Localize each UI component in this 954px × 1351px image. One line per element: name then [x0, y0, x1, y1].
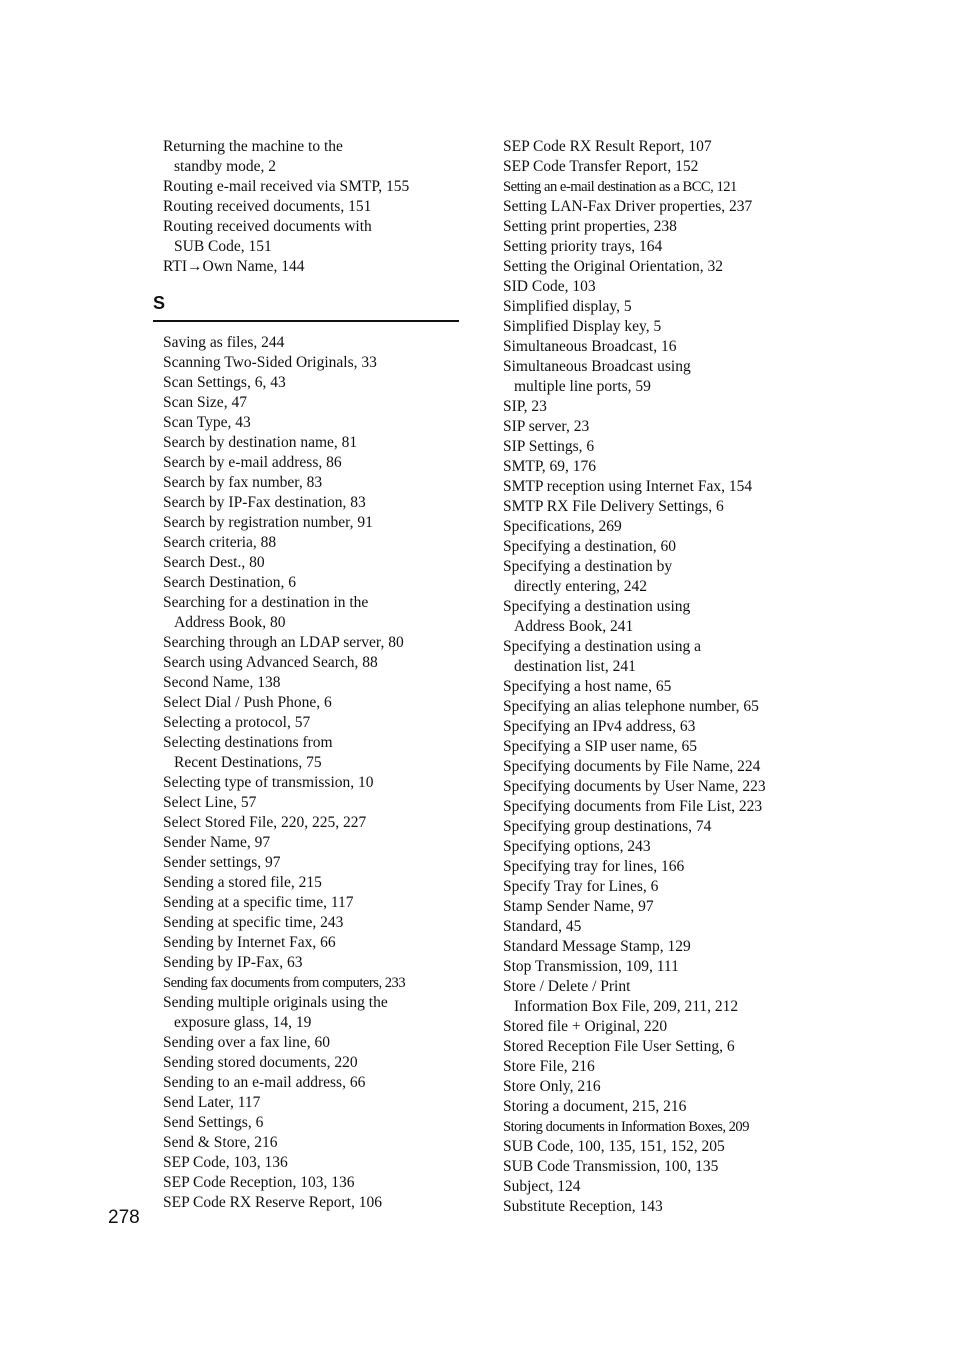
index-entry: [163, 1153, 463, 1173]
index-entry: [503, 1157, 813, 1177]
index-entry: [503, 157, 813, 177]
index-entry-text: Search by fax number, 83: [163, 474, 323, 491]
index-entry: [503, 137, 813, 157]
index-entry: [163, 693, 463, 713]
index-entry-text: Subject, 124: [503, 1178, 581, 1195]
index-entry-text: SEP Code RX Result Report, 107: [503, 138, 712, 155]
index-entry-continuation: Address Book, 80: [174, 614, 286, 631]
index-entry: [503, 1017, 813, 1037]
index-entry: [503, 557, 813, 597]
index-entry-text: Second Name, 138: [163, 674, 281, 691]
index-entry-text: Setting print properties, 238: [503, 218, 677, 235]
index-entry-text: Storing a document, 215, 216: [503, 1098, 687, 1115]
index-entry-text: Send Settings, 6: [163, 1114, 264, 1131]
index-column-right: [503, 137, 813, 1217]
index-entry: [163, 353, 463, 373]
index-entry: [163, 553, 463, 573]
index-entry-text: SID Code, 103: [503, 278, 596, 295]
index-entry-text: Specifying a SIP user name, 65: [503, 738, 697, 755]
index-entry: [503, 257, 813, 277]
index-entry-text: Specifying a destination using: [503, 598, 691, 615]
index-entry-text: Specifying group destinations, 74: [503, 818, 712, 835]
index-entry: [503, 537, 813, 557]
index-entry: [503, 717, 813, 737]
index-entry: [503, 837, 813, 857]
index-entry-text: Specifying a destination by: [503, 558, 673, 575]
index-entry-text: Scan Size, 47: [163, 394, 247, 411]
index-entry-text: SIP server, 23: [503, 418, 590, 435]
index-entry: [163, 493, 463, 513]
index-entry-text: Sending stored documents, 220: [163, 1054, 358, 1071]
index-entry-text: Specifying documents from File List, 223: [503, 798, 763, 815]
index-entry: [163, 333, 463, 353]
index-entry-text: Simplified Display key, 5: [503, 318, 662, 335]
index-entries-s-left: [163, 333, 463, 1213]
index-entry-text: Sending fax documents from computers, 233: [163, 975, 406, 991]
index-entry: [503, 437, 813, 457]
index-entry-text: Selecting a protocol, 57: [163, 714, 311, 731]
index-entry: [503, 1097, 813, 1117]
index-entry-text: Setting the Original Orientation, 32: [503, 258, 723, 275]
index-entry: [163, 137, 463, 177]
index-entry-text: Scan Settings, 6, 43: [163, 374, 286, 391]
index-entry-text: Send Later, 117: [163, 1094, 261, 1111]
index-entry: [503, 1197, 813, 1217]
index-entry: [503, 737, 813, 757]
index-entry: [503, 237, 813, 257]
index-entry-text: Search by IP-Fax destination, 83: [163, 494, 366, 511]
index-entry-text: Setting an e-mail destination as a BCC, 121: [503, 179, 737, 195]
index-entry: [163, 1133, 463, 1153]
index-entry-text: Specifying an IPv4 address, 63: [503, 718, 696, 735]
index-entry: [163, 473, 463, 493]
index-entry-text: Specifying a host name, 65: [503, 678, 672, 695]
index-entry: [503, 897, 813, 917]
index-entry-text: Saving as files, 244: [163, 334, 285, 351]
index-entry: [503, 877, 813, 897]
index-entry: [503, 1137, 813, 1157]
index-entry: [503, 957, 813, 977]
index-entry: [503, 477, 813, 497]
index-entry-text: Select Dial / Push Phone, 6: [163, 694, 332, 711]
index-entry-text: RTI→Own Name, 144: [163, 258, 305, 275]
index-entry-text: Sending over a fax line, 60: [163, 1034, 331, 1051]
index-entry: [163, 873, 463, 893]
index-entry: [163, 573, 463, 593]
index-entry: [163, 413, 463, 433]
index-entry-text: Simultaneous Broadcast using: [503, 358, 691, 375]
index-entry-text: Selecting type of transmission, 10: [163, 774, 374, 791]
index-entry-text: Specifying a destination using a: [503, 638, 702, 655]
index-entry: [163, 433, 463, 453]
index-entry-text: Sending to an e-mail address, 66: [163, 1074, 366, 1091]
index-entry-text: Sending by IP-Fax, 63: [163, 954, 303, 971]
index-entry: [503, 777, 813, 797]
index-entry-continuation: Address Book, 241: [514, 618, 634, 635]
index-column-left: [153, 137, 463, 1213]
index-entry: [503, 917, 813, 937]
index-entry-text: Routing e-mail received via SMTP, 155: [163, 178, 410, 195]
index-entry-continuation: Recent Destinations, 75: [174, 754, 322, 771]
index-entry: [163, 533, 463, 553]
index-entry: [163, 773, 463, 793]
index-entry-text: Simultaneous Broadcast, 16: [503, 338, 677, 355]
index-entry-text: SMTP, 69, 176: [503, 458, 597, 475]
index-entry-text: Routing received documents with: [163, 218, 372, 235]
index-entry: [503, 677, 813, 697]
index-entry: [503, 697, 813, 717]
index-entry: [503, 937, 813, 957]
index-entry-text: Searching through an LDAP server, 80: [163, 634, 404, 651]
index-entry-text: SUB Code Transmission, 100, 135: [503, 1158, 719, 1175]
index-entry-text: Sending at a specific time, 117: [163, 894, 354, 911]
index-entry-text: Search using Advanced Search, 88: [163, 654, 378, 671]
index-entries-r: [163, 137, 463, 277]
index-entry: [503, 417, 813, 437]
index-entry: [503, 637, 813, 677]
index-entry-continuation: standby mode, 2: [174, 158, 277, 175]
index-entry-text: Stop Transmission, 109, 111: [503, 958, 679, 975]
index-entry-text: Specifying documents by File Name, 224: [503, 758, 761, 775]
index-entry-text: Search by destination name, 81: [163, 434, 358, 451]
index-entry: [503, 277, 813, 297]
index-entry-text: Simplified display, 5: [503, 298, 632, 315]
index-entry: [163, 453, 463, 473]
index-entry-text: Scanning Two-Sided Originals, 33: [163, 354, 377, 371]
index-entry-text: Sender Name, 97: [163, 834, 271, 851]
index-entry: [503, 457, 813, 477]
index-entry: [503, 497, 813, 517]
index-entry-text: Stored Reception File User Setting, 6: [503, 1038, 735, 1055]
index-entry-text: Store / Delete / Print: [503, 978, 631, 995]
section-letter: S: [153, 293, 166, 313]
index-entry-text: Specifications, 269: [503, 518, 622, 535]
index-entry-text: SEP Code, 103, 136: [163, 1154, 288, 1171]
section-rule: [153, 320, 459, 322]
index-entry-text: Routing received documents, 151: [163, 198, 372, 215]
index-entry: [503, 977, 813, 1017]
index-entry-continuation: SUB Code, 151: [174, 238, 272, 255]
index-entry-text: Standard, 45: [503, 918, 582, 935]
index-entry: [163, 853, 463, 873]
index-entry-text: Standard Message Stamp, 129: [503, 938, 691, 955]
index-entry: [503, 1037, 813, 1057]
index-entry: [163, 1053, 463, 1073]
index-entry-text: Sending at specific time, 243: [163, 914, 344, 931]
index-entry-text: Store File, 216: [503, 1058, 595, 1075]
index-entry-continuation: directly entering, 242: [514, 578, 647, 595]
page-number: 278: [108, 1207, 140, 1228]
index-entry: [163, 513, 463, 533]
index-entry-text: Specifying tray for lines, 166: [503, 858, 685, 875]
index-entry-text: Sending by Internet Fax, 66: [163, 934, 336, 951]
index-entry-text: Search criteria, 88: [163, 534, 277, 551]
index-entry-text: SMTP RX File Delivery Settings, 6: [503, 498, 724, 515]
index-entry-text: Specifying options, 243: [503, 838, 651, 855]
index-entry: [163, 993, 463, 1033]
index-entry: [503, 317, 813, 337]
index-entry: [503, 1057, 813, 1077]
index-entry: [503, 857, 813, 877]
index-entry: [503, 1077, 813, 1097]
index-entry: [163, 793, 463, 813]
index-entry-text: Returning the machine to the: [163, 138, 343, 155]
index-entry: [163, 593, 463, 633]
index-entry: [503, 817, 813, 837]
index-entry-text: Sending a stored file, 215: [163, 874, 322, 891]
index-entry: [503, 177, 813, 197]
index-entry-text: SEP Code Transfer Report, 152: [503, 158, 699, 175]
index-entry: [163, 633, 463, 653]
index-entry-text: Substitute Reception, 143: [503, 1198, 663, 1215]
index-entry-text: Setting priority trays, 164: [503, 238, 663, 255]
index-entry-text: Send & Store, 216: [163, 1134, 278, 1151]
index-entry: [163, 393, 463, 413]
section-heading: [153, 281, 459, 329]
index-entry-text: Select Stored File, 220, 225, 227: [163, 814, 367, 831]
index-entry: [503, 337, 813, 357]
index-entry-text: SIP Settings, 6: [503, 438, 595, 455]
index-entry: [163, 953, 463, 973]
index-entry-continuation: exposure glass, 14, 19: [174, 1014, 312, 1031]
index-entry: [163, 1173, 463, 1193]
index-entry: [503, 217, 813, 237]
index-entry: [163, 933, 463, 953]
index-entry-text: Specifying a destination, 60: [503, 538, 677, 555]
index-entry: [163, 733, 463, 773]
index-entries-s-right: [503, 137, 813, 1217]
index-entry-text: Stored file + Original, 220: [503, 1018, 668, 1035]
index-entry: [163, 1033, 463, 1053]
index-entry: [503, 1177, 813, 1197]
index-entry-text: Search by registration number, 91: [163, 514, 373, 531]
index-entry-text: Specify Tray for Lines, 6: [503, 878, 659, 895]
index-entry-text: Search Destination, 6: [163, 574, 297, 591]
index-entry-text: SMTP reception using Internet Fax, 154: [503, 478, 753, 495]
index-entry-text: SEP Code RX Reserve Report, 106: [163, 1194, 382, 1211]
index-entry: [163, 673, 463, 693]
index-entry: [163, 833, 463, 853]
index-entry-text: Sending multiple originals using the: [163, 994, 388, 1011]
index-entry: [163, 893, 463, 913]
index-entry: [163, 713, 463, 733]
index-entry: [163, 1193, 463, 1213]
index-entry: [503, 797, 813, 817]
index-entry-text: Specifying documents by User Name, 223: [503, 778, 766, 795]
index-entry: [503, 757, 813, 777]
index-entry-text: SUB Code, 100, 135, 151, 152, 205: [503, 1138, 725, 1155]
index-entry-continuation: Information Box File, 209, 211, 212: [514, 998, 739, 1015]
index-entry: [503, 297, 813, 317]
index-entry-text: Search by e-mail address, 86: [163, 454, 342, 471]
index-entry-continuation: multiple line ports, 59: [514, 378, 651, 395]
index-entry: [163, 913, 463, 933]
index-entry: [503, 1117, 813, 1137]
index-entry-text: Scan Type, 43: [163, 414, 251, 431]
index-entry-continuation: destination list, 241: [514, 658, 636, 675]
index-entry: [163, 257, 463, 277]
index-entry: [503, 197, 813, 217]
index-entry-text: Store Only, 216: [503, 1078, 601, 1095]
index-entry: [163, 1113, 463, 1133]
index-entry-text: Sender settings, 97: [163, 854, 281, 871]
index-entry: [163, 813, 463, 833]
index-entry-text: Searching for a destination in the: [163, 594, 369, 611]
index-entry: [503, 517, 813, 537]
index-entry: [163, 1093, 463, 1113]
index-entry: [503, 397, 813, 417]
index-entry-text: Specifying an alias telephone number, 65: [503, 698, 759, 715]
index-entry: [163, 1073, 463, 1093]
index-entry: [163, 217, 463, 257]
index-entry: [163, 177, 463, 197]
index-entry-text: Storing documents in Information Boxes, 209: [503, 1119, 750, 1135]
index-entry: [163, 973, 463, 993]
index-entry: [503, 357, 813, 397]
index-entry-text: Search Dest., 80: [163, 554, 265, 571]
index-entry: [163, 373, 463, 393]
index-entry: [503, 597, 813, 637]
index-entry: [163, 653, 463, 673]
index-entry-text: Select Line, 57: [163, 794, 257, 811]
index-entry-text: Stamp Sender Name, 97: [503, 898, 654, 915]
index-entry-text: SEP Code Reception, 103, 136: [163, 1174, 355, 1191]
index-entry-text: SIP, 23: [503, 398, 547, 415]
index-entry-text: Selecting destinations from: [163, 734, 333, 751]
index-entry-text: Setting LAN-Fax Driver properties, 237: [503, 198, 753, 215]
index-entry: [163, 197, 463, 217]
